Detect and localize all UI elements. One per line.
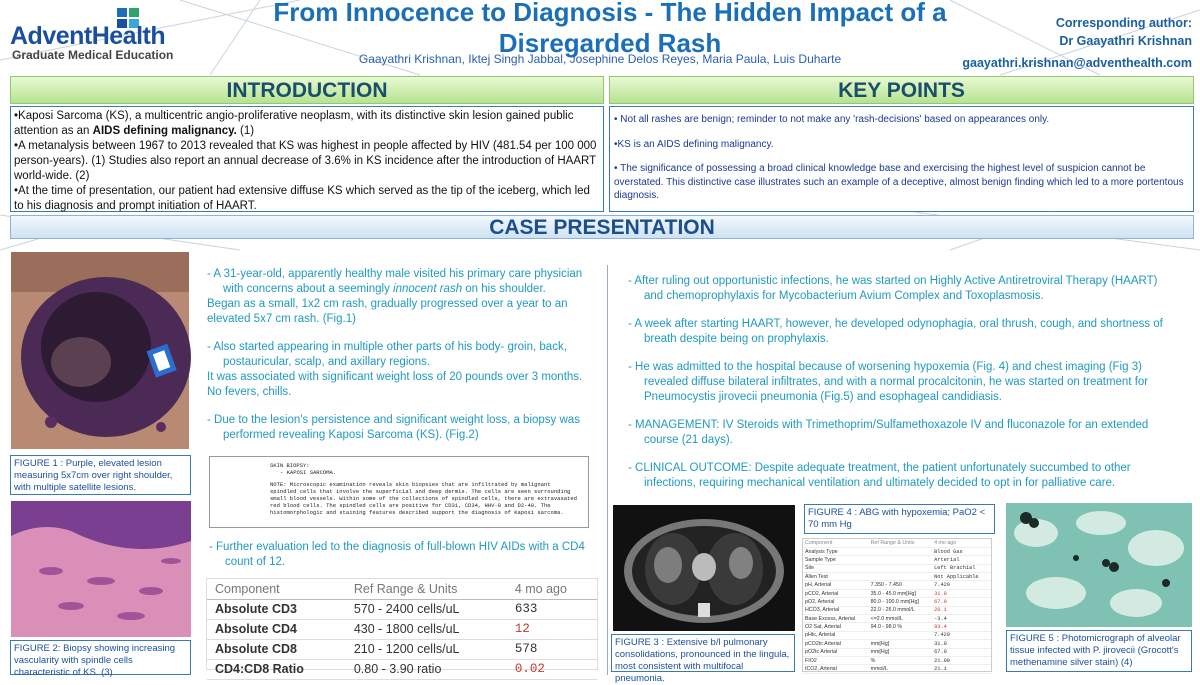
cd4-col-value: 4 mo ago <box>507 579 597 599</box>
corr-email: gaayathri.krishnan@adventhealth.com <box>962 56 1192 70</box>
case-item-2: - Also started appearing in multiple other parts of his body- groin, back, postauricular, scalp, and axillary regions. <box>207 341 567 368</box>
abg-cell: tCO2, Arterial <box>803 665 869 673</box>
abg-cell: 94.0 - 98.0 % <box>869 623 932 631</box>
cd4-cell: 570 - 2400 cells/uL <box>346 599 507 619</box>
table-row <box>803 648 991 656</box>
abg-cell: 20.1 <box>932 606 991 614</box>
key-points-box <box>609 106 1194 212</box>
poster-title: From Innocence to Diagnosis - The Hidden Impact of a Disregarded Rash <box>273 0 947 58</box>
intro-b1-bold: AIDS defining malignancy. <box>92 125 237 137</box>
table-row <box>803 665 991 673</box>
logo-subtitle: Graduate Medical Education <box>12 48 174 62</box>
cd4-cell: Absolute CD4 <box>207 619 346 639</box>
table-row <box>207 639 597 659</box>
case-column-left-lower <box>209 540 589 583</box>
abg-cell <box>869 564 932 572</box>
case-column-left <box>207 267 595 456</box>
abg-cell: 80.0 - 100.0 mm[Hg] <box>869 598 932 606</box>
table-row <box>803 615 991 623</box>
figure-1-caption: FIGURE 1 : Purple, elevated lesion measuring 5x7cm over right shoulder, with multiple satellite lesions. <box>10 455 191 495</box>
cd4-cell: 0.80 - 3.90 ratio <box>346 659 507 679</box>
abg-cell: 35.0 - 45.0 mm[Hg] <box>869 589 932 597</box>
table-row <box>803 656 991 664</box>
abg-cell: 7.420 <box>932 631 991 639</box>
table-row <box>803 640 991 648</box>
abg-cell: pO2, Arterial <box>803 598 869 606</box>
figure-5-photomicrograph <box>1006 503 1192 627</box>
abg-cell: Allen Test <box>803 573 869 581</box>
figure-4-caption: FIGURE 4 : ABG with hypoxemia; PaO2 < 70 mm Hg <box>804 504 995 534</box>
abg-cell: pHtc, Arterial <box>803 631 869 639</box>
figure-2-biopsy-image <box>11 501 191 637</box>
table-row <box>207 599 597 619</box>
table-row <box>803 556 991 564</box>
abg-cell: Blood Gas <box>932 547 991 555</box>
abg-cell: pO2tc Arterial <box>803 648 869 656</box>
abg-cell <box>869 573 932 581</box>
table-row <box>803 606 991 614</box>
key-point-1: • Not all rashes are benign; reminder to not make any 'rash-decisions' based on appearances only. <box>614 114 1050 125</box>
abg-col-range: Ref Range & Units <box>869 539 932 547</box>
cd4-col-range: Ref Range & Units <box>346 579 507 599</box>
abg-col-component: Component <box>803 539 869 547</box>
abg-cell: pH, Arterial <box>803 581 869 589</box>
abg-cell <box>869 556 932 564</box>
case-item-r2: - A week after starting HAART, however, he developed odynophagia, oral thrush, cough, and shortness of breath despite being on prophylaxis. <box>628 318 1163 345</box>
case-item-r1: - After ruling out opportunistic infections, he was started on Highly Active Antiretroviral Therapy (HAART) and chemoprophylaxis for Mycobacterium Avium Complex and Toxoplasmosis. <box>628 275 1158 302</box>
abg-cell: Sample Type <box>803 556 869 564</box>
abg-cell: HCO3, Arterial <box>803 606 869 614</box>
intro-b1-text: •Kaposi Sarcoma (KS), a multicentric angio-proliferative neoplasm, with its distinctive skin lesion gained public attention as an <box>14 110 574 137</box>
table-row <box>803 581 991 589</box>
intro-b1-ref: (1) <box>236 125 255 137</box>
corr-name: Dr Gaayathri Krishnan <box>1059 34 1192 48</box>
table-row <box>803 547 991 555</box>
cd4-cell: 430 - 1800 cells/uL <box>346 619 507 639</box>
column-divider <box>607 265 608 675</box>
abg-cell: Left Brachial <box>932 564 991 572</box>
case-1-italic: innocent rash <box>393 283 463 295</box>
abg-lab-table <box>802 538 992 672</box>
abg-header-row <box>803 539 991 547</box>
table-row <box>803 564 991 572</box>
abg-cell: Analysis Type <box>803 547 869 555</box>
corr-label: Corresponding author: <box>1055 16 1192 30</box>
abg-cell: 67.0 <box>932 648 991 656</box>
case-item-r4: - MANAGEMENT: IV Steroids with Trimethoprim/Sulfamethoxazole IV and fluconazole for an extended course (21 days). <box>628 419 1149 446</box>
abg-cell: 7.420 <box>932 581 991 589</box>
table-row <box>803 623 991 631</box>
table-row <box>207 619 597 639</box>
abg-cell: pCO2tc Arterial <box>803 640 869 648</box>
cd4-cell: 578 <box>507 639 597 659</box>
key-point-2: •KS is an AIDS defining malignancy. <box>614 138 774 150</box>
table-row <box>803 589 991 597</box>
abg-cell: pCO2, Arterial <box>803 589 869 597</box>
biopsy-note: NOTE: Microscopic examination reveals skin biopsies that are infiltrated by malignant spindled cells that involve the superficial and deep dermis. The cells are seen surrounding small blood vessels. Within some of the collections of spindled cells, there are extravasated red blood cells. The spindled cells are positive for CD31, CD34, HHV-8 and D2-40. The histomorphologic and staining features described support the diagnosis of Kaposi sarcoma. <box>270 481 577 516</box>
case-item-3: - Due to the lesion's persistence and significant weight loss, a biopsy was performed revealing Kaposi Sarcoma (KS). (Fig.2) <box>207 414 580 441</box>
abg-cell: % <box>869 656 932 664</box>
figure-3-ct-scan <box>613 505 795 631</box>
case-item-4: - Further evaluation led to the diagnosis of full-blown HIV AIDs with a CD4 count of 12. <box>209 541 585 568</box>
case-item-r5: - CLINICAL OUTCOME: Despite adequate treatment, the patient unfortunately succumbed to other infections, requiring mechanical ventilation and ultimately decided to opt in for palliative care. <box>628 462 1131 489</box>
introduction-heading: INTRODUCTION <box>10 76 604 104</box>
cd4-cell-flagged: 12 <box>507 619 597 639</box>
abg-cell: 67.0 <box>932 598 991 606</box>
abg-cell <box>869 631 932 639</box>
abg-cell: mmol/L <box>869 665 932 673</box>
table-row <box>803 573 991 581</box>
table-row <box>803 598 991 606</box>
abg-cell: 31.0 <box>932 589 991 597</box>
cd4-cell: 633 <box>507 599 597 619</box>
abg-cell: Site <box>803 564 869 572</box>
cd4-cell: 210 - 1200 cells/uL <box>346 639 507 659</box>
introduction-box <box>10 106 604 212</box>
case-1-end: on his shoulder. <box>462 283 546 295</box>
abg-cell: Arterial <box>932 556 991 564</box>
abg-cell <box>869 547 932 555</box>
abg-cell: 7.350 - 7.450 <box>869 581 932 589</box>
cd4-cell: Absolute CD3 <box>207 599 346 619</box>
table-row <box>803 631 991 639</box>
abg-cell: 31.0 <box>932 640 991 648</box>
case-item-r3: - He was admitted to the hospital because of worsening hypoxemia (Fig. 4) and chest imaging (Fig 3) revealed diffuse bilateral infiltrates, and with a normal procalcitonin, he was started on treatment for Pneumocystis jirovecii pneumonia (Fig.5) and esophageal candidiasis. <box>628 361 1149 403</box>
abg-cell: O2 Sat, Arterial <box>803 623 869 631</box>
cd4-cell: CD4:CD8 Ratio <box>207 659 346 679</box>
cd4-header-row <box>207 579 597 599</box>
intro-bullet-3: •At the time of presentation, our patient had extensive diffuse KS which served as the tip of the iceberg, which led to his diagnosis and prompt initiation of HAART. <box>14 185 590 212</box>
key-point-3: • The significance of possessing a broad clinical knowledge base and exercising the highest level of suspicion cannot be overstated. This distinctive case illustrates such an example of a deceptive, almost benign finding which led to a more portentous diagnosis. <box>614 163 1184 201</box>
intro-bullet-1 <box>14 109 600 139</box>
case-1-text: - A 31-year-old, apparently healthy male visited his primary care physician with concerns about a seemingly <box>207 268 583 295</box>
abg-cell: 21.1 <box>932 665 991 673</box>
cd4-cell: Absolute CD8 <box>207 639 346 659</box>
abg-cell: mm[Hg] <box>869 640 932 648</box>
abg-cell: 22.0 - 26.0 mmol/L <box>869 606 932 614</box>
key-points-heading: KEY POINTS <box>609 76 1194 104</box>
abg-cell: Not Applicable <box>932 573 991 581</box>
abg-cell: -3.4 <box>932 615 991 623</box>
abg-cell: 21.00 <box>932 656 991 664</box>
abg-cell: Base Excess, Arterial <box>803 615 869 623</box>
case-item-1b: Began as a small, 1x2 cm rash, gradually progressed over a year to an elevated 5x7 cm rash. (Fig.1) <box>207 298 568 325</box>
logo-brand: AdventHealth <box>10 22 166 50</box>
case-column-right <box>628 274 1173 504</box>
biopsy-line-1: SKIN BIOPSY: <box>270 462 310 469</box>
abg-cell: mm[Hg] <box>869 648 932 656</box>
cd4-col-component: Component <box>207 579 346 599</box>
abg-cell: FIO2 <box>803 656 869 664</box>
figure-5-caption: FIGURE 5 : Photomicrograph of alveolar tissue infected with P. jirovecii (Grocott's methenamine silver stain) (4) <box>1006 630 1192 672</box>
abg-col-value: 4 mo ago <box>932 539 991 547</box>
figure-1-lesion-photo <box>11 252 189 449</box>
figure-3-caption: FIGURE 3 : Extensive b/l pulmonary consolidations, pronounced in the lingula, most consistent with multifocal pneumonia. <box>611 634 795 672</box>
adventhealth-logo <box>10 4 200 62</box>
table-row <box>207 659 597 679</box>
biopsy-line-2: - KAPOSI SARCOMA. <box>280 469 337 476</box>
case-presentation-heading: CASE PRESENTATION <box>10 215 1194 239</box>
cd4-lab-table <box>206 578 598 676</box>
abg-cell: 93.4 <box>932 623 991 631</box>
corresponding-author <box>952 14 1192 72</box>
biopsy-report <box>209 456 589 528</box>
case-item-2b: It was associated with significant weight loss of 20 pounds over 3 months. No fevers, chills. <box>207 371 583 398</box>
author-list: Gaayathri Krishnan, Iktej Singh Jabbal, Josephine Delos Reyes, Maria Paula, Luis Duharte <box>358 52 842 66</box>
abg-cell: <=2.0 mmol/L <box>869 615 932 623</box>
cd4-cell-flagged: 0.02 <box>507 659 597 679</box>
intro-bullet-2: •A metanalysis between 1967 to 2013 revealed that KS was highest in people affected by HIV (481.54 per 100 000 person-years). (1) Studies also report an annual decrease of 3.6% in KS incidence after the introduction of HAART world-wide. (2) <box>14 140 597 182</box>
case-item-1 <box>207 267 595 297</box>
figure-2-caption: FIGURE 2: Biopsy showing increasing vascularity with spindle cells characteristic of KS. (3) <box>10 640 191 675</box>
